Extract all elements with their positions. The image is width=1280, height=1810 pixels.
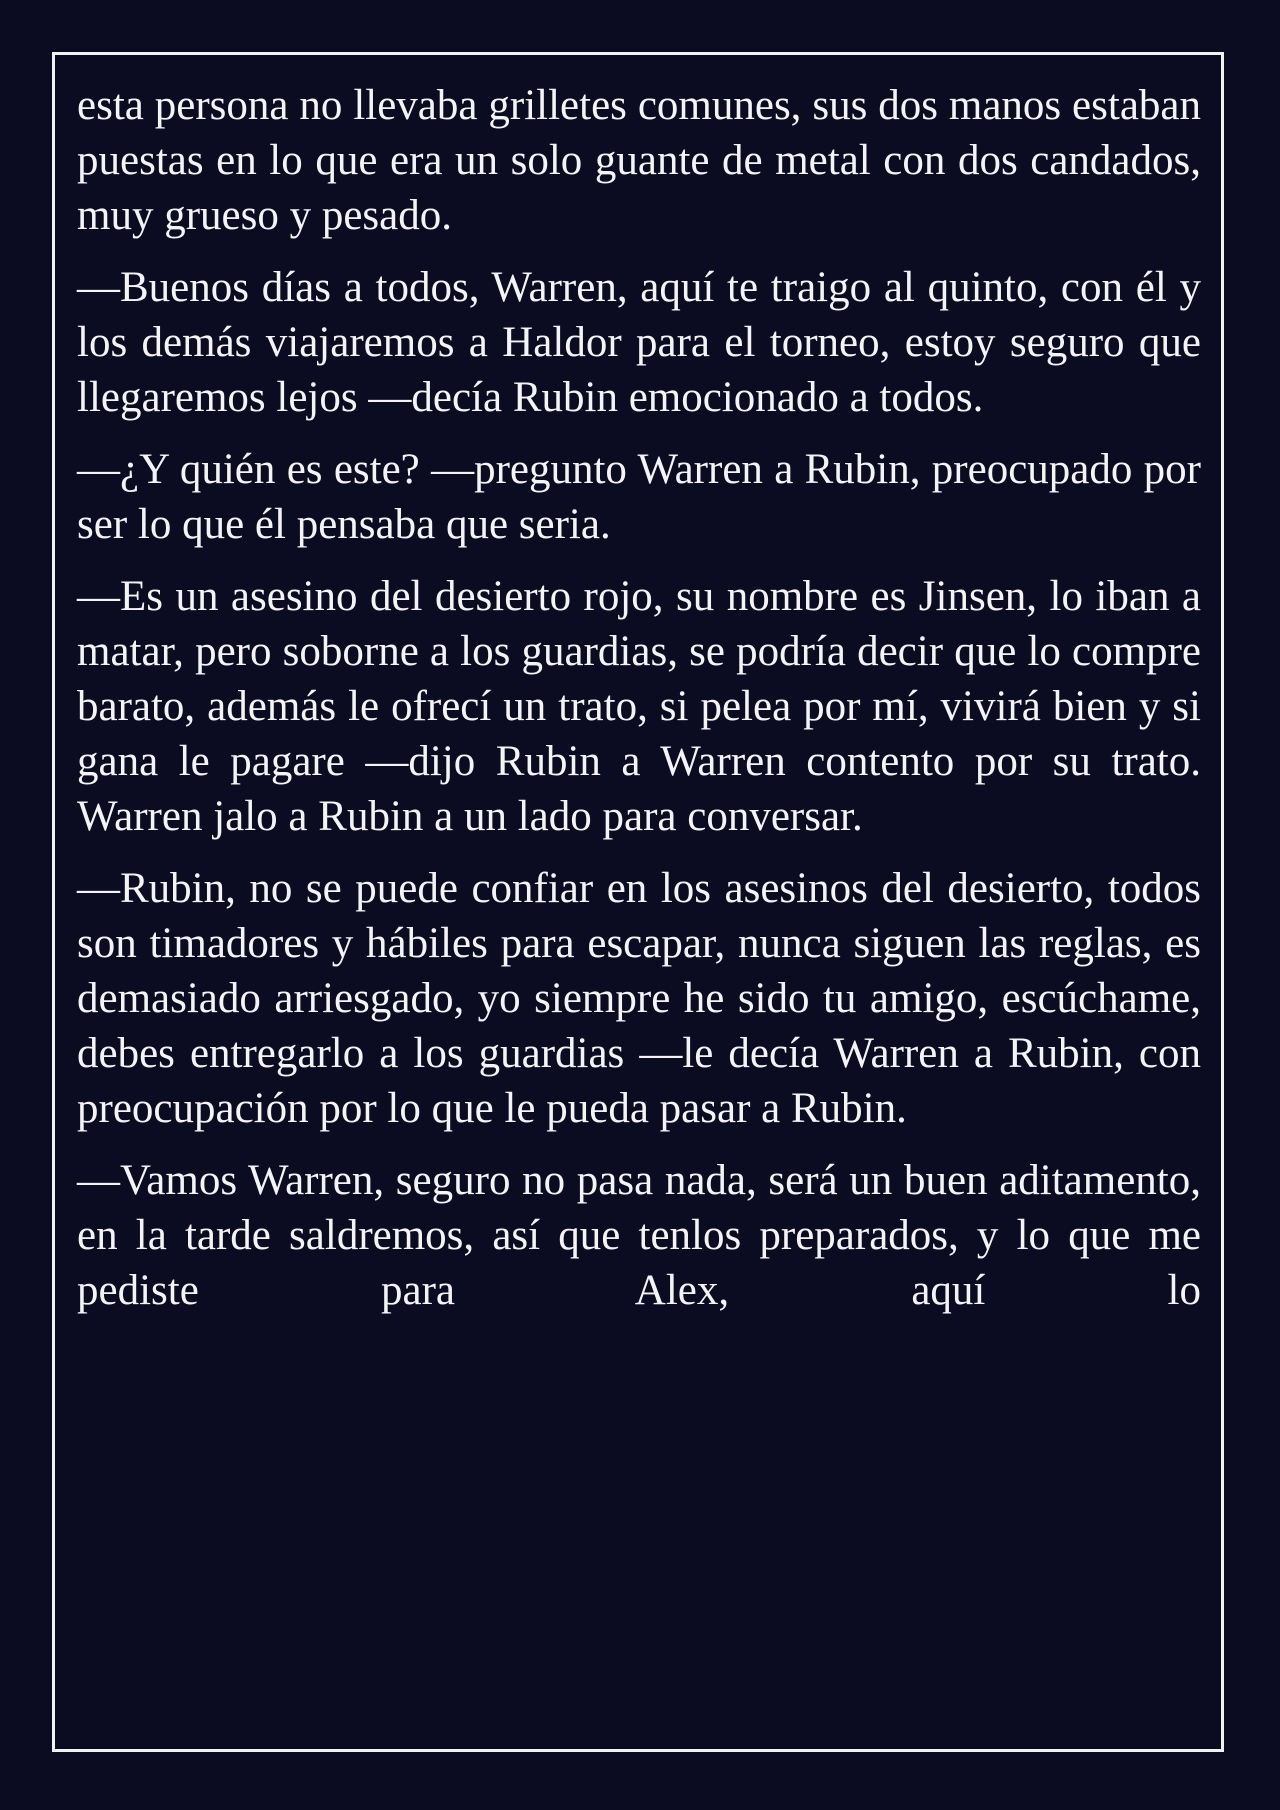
paragraph-3: —¿Y quién es este? —pregunto Warren a Rubin, preocupado por ser lo que él pensaba que seria. [77, 446, 1201, 548]
paragraph-5: —Rubin, no se puede confiar en los asesinos del desierto, todos son timadores y hábiles para escapar, nunca siguen las reglas, es demasiado arriesgado, yo siempre he sido tu amigo, escúchame, debes entregarlo a los guardias —le decía Warren a Rubin, con preocupación por lo que le pueda pasar a Rubin. [77, 865, 1201, 1132]
paragraph-6: —Vamos Warren, seguro no pasa nada, será un buen aditamento, en la tarde saldremos, así que tenlos preparados, y lo que me pediste para Alex, aquí lo [77, 1157, 1201, 1314]
paragraph-2: —Buenos días a todos, Warren, aquí te traigo al quinto, con él y los demás viajaremos a Haldor para el torneo, estoy seguro que llegaremos lejos —decía Rubin emocionado a todos. [77, 264, 1201, 421]
paragraph-1: esta persona no llevaba grilletes comunes, sus dos manos estaban puestas en lo que era un solo guante de metal con dos candados, muy grueso y pesado. [77, 82, 1201, 239]
paragraph-4: —Es un asesino del desierto rojo, su nombre es Jinsen, lo iban a matar, pero soborne a los guardias, se podría decir que lo compre barato, además le ofrecí un trato, si pelea por mí, vivirá bien y si gana le pagare —dijo Rubin a Warren contento por su trato. Warren jalo a Rubin a un lado para conversar. [77, 573, 1201, 840]
book-page-text [77, 78, 1201, 1318]
